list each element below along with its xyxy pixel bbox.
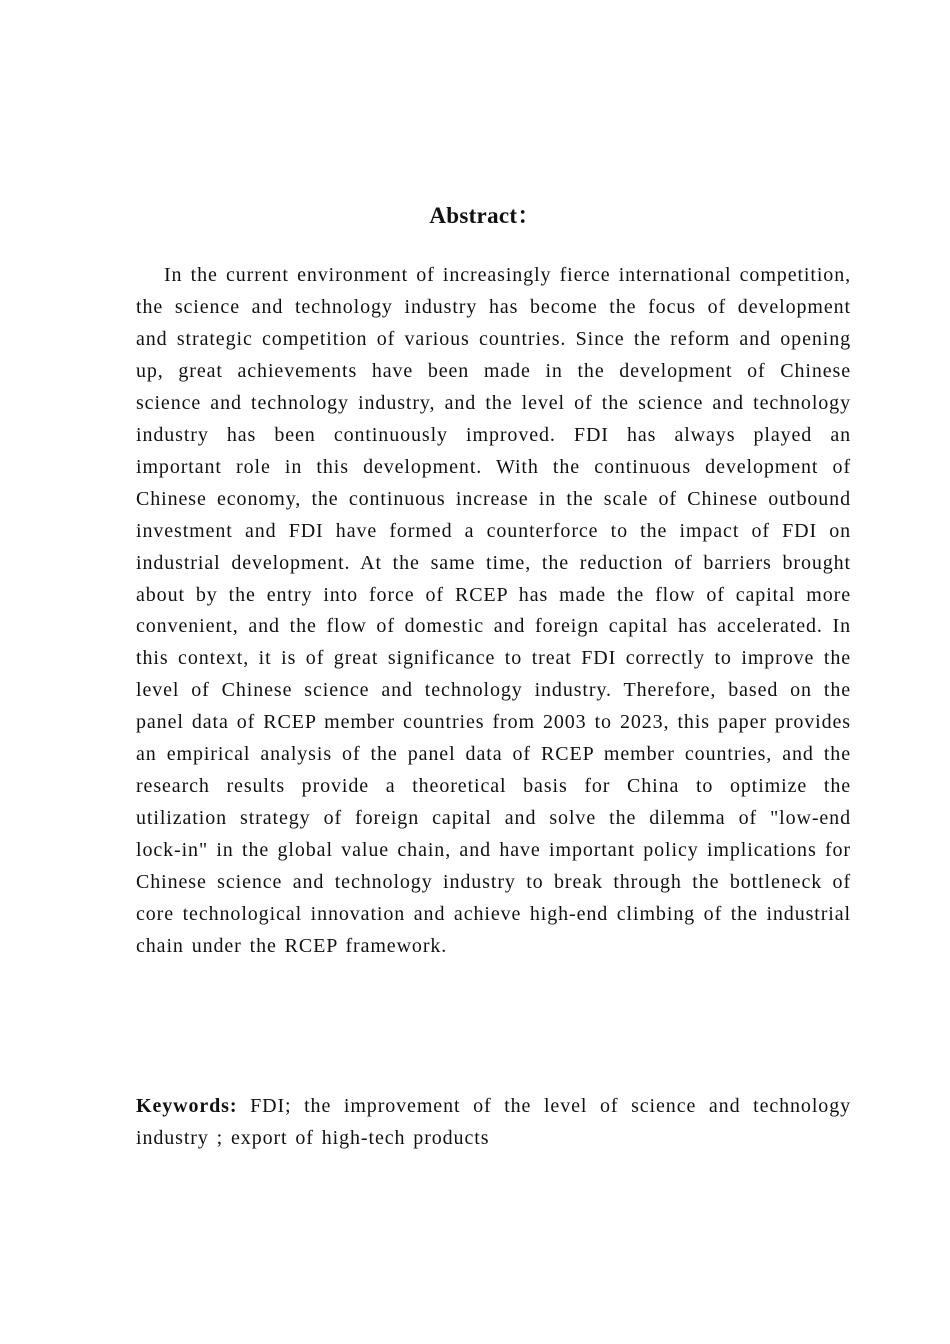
abstract-title: Abstract： <box>429 203 541 228</box>
abstract-body: In the current environment of increasingly fierce international competition, the science and technology industry has become the focus of development and strategic competition of various countries. Since the reform and opening up, great achievements have been made in the development of Chinese science and technology industry, and the level of the science and technology industry has been continuously improved. FDI has always played an important role in this development. With the continuous development of Chinese economy, the continuous increase in the scale of Chinese outbound investment and FDI have formed a counterforce to the impact of FDI on industrial development. At the same time, the reduction of barriers brought about by the entry into force of RCEP has made the flow of capital more convenient, and the flow of domestic and foreign capital has accelerated. In this context, it is of great significance to treat FDI correctly to improve the level of Chinese science and technology industry. Therefore, based on the panel data of RCEP member countries from 2003 to 2023, this paper provides an empirical analysis of the panel data of RCEP member countries, and the research results provide a theoretical basis for China to optimize the utilization strategy of foreign capital and solve the dilemma of "low-end lock-in" in the global value chain, and have important policy implications for Chinese science and technology industry to break through the bottleneck of core technological innovation and achieve high-end climbing of the industrial chain under the RCEP framework. <box>136 264 851 958</box>
keywords-text: FDI; the improvement of the level of science and technology industry ; export of high-tech products <box>136 1095 851 1149</box>
keywords-line <box>136 1090 851 1154</box>
keywords-label: Keywords: <box>136 1095 238 1117</box>
